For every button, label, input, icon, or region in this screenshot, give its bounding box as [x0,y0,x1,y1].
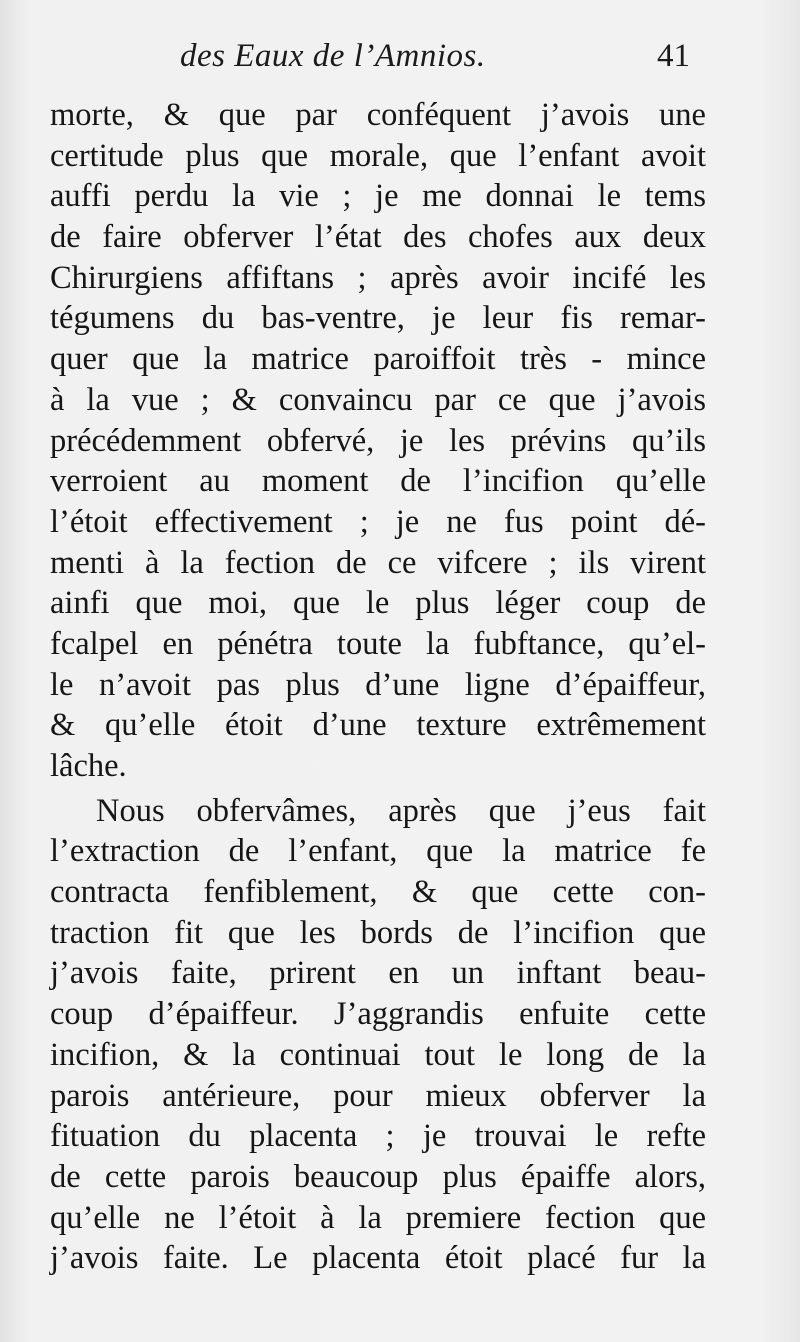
text-line: parois antérieure, pour mieux obferver la [50,1077,706,1114]
paragraph-first-line: Nous obfervâmes, après que j’eus fait [96,792,706,829]
text-line: menti à la fection de ce vifcere ; ils virent [50,544,706,581]
text-line: de faire obferver l’état des chofes aux deux [50,219,706,256]
text-line: fituation du placenta ; je trouvai le refte [50,1118,706,1155]
text-line: Chirurgiens affiftans ; après avoir incifé les [50,259,706,296]
text-line: lâche. [50,748,127,784]
text-line: fcalpel en pénétra toute la fubftance, qu’el- [50,625,706,662]
text-line: ainfi que moi, que le plus léger coup de [50,585,706,622]
text-line: incifion, & la continuai tout le long de la [50,1036,706,1073]
text-line: contracta fenfiblement, & que cette con- [50,874,706,911]
text-line: quer que la matrice paroiffoit très - mince [50,341,706,378]
text-line: auffi perdu la vie ; je me donnai le tems [50,178,706,215]
text-line: l’extraction de l’enfant, que la matrice fe [50,833,706,870]
text-line: le n’avoit pas plus d’une ligne d’épaiffeur, [50,666,706,703]
text-line: de cette parois beaucoup plus épaiffe alors, [50,1158,706,1195]
text-line: qu’elle ne l’étoit à la premiere fection que [50,1199,706,1236]
text-line: précédemment obfervé, je les prévins qu’ils [50,422,706,459]
text-line: j’avois faite. Le placenta étoit placé fur la [50,1240,706,1277]
page-header [180,38,690,88]
text-line: certitude plus que morale, que l’enfant avoit [50,137,706,174]
text-line: coup d’épaiffeur. J’aggrandis enfuite cette [50,996,706,1033]
text-line: verroient au moment de l’incifion qu’elle [50,463,706,500]
text-line: & qu’elle étoit d’une texture extrêmement [50,707,706,744]
text-body [50,95,706,1279]
text-line: morte, & que par conféquent j’avois une [50,97,706,133]
page-number: 41 [657,38,690,74]
text-line: tégumens du bas-ventre, je leur fis remar- [50,300,706,337]
text-line: j’avois faite, prirent en un inftant beau- [50,955,706,992]
text-line: à la vue ; & convaincu par ce que j’avois [50,381,706,418]
running-title: des Eaux de l’Amnios. [180,38,486,74]
text-line: traction fit que les bords de l’incifion que [50,914,706,951]
text-line: l’étoit effectivement ; je ne fus point dé- [50,503,706,540]
